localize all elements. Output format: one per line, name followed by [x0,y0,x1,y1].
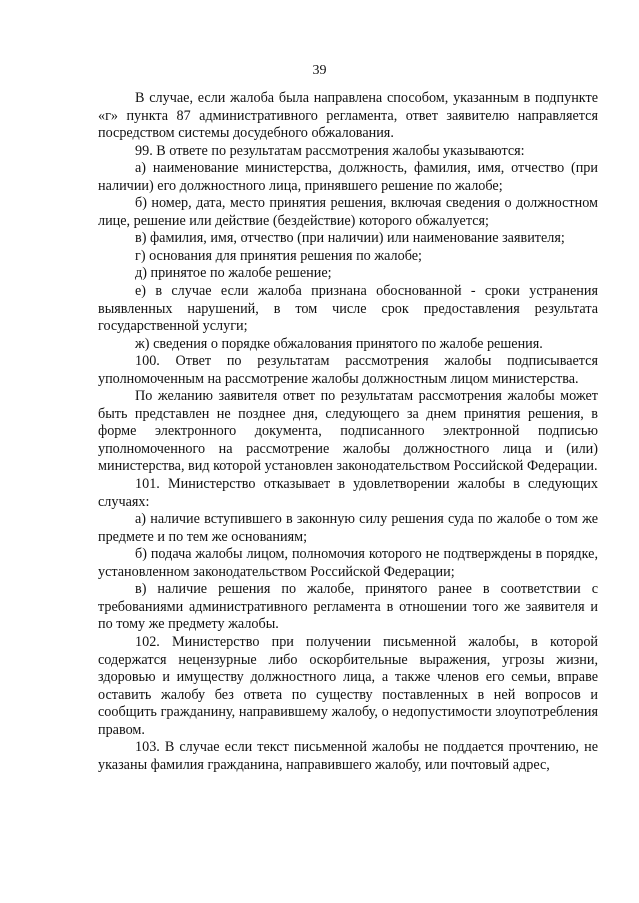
paragraph-100: 100. Ответ по результатам рассмотрения жалобы подписывается уполномоченным на рассмотрение жалобы должностным лицом министерства. [98,353,598,387]
paragraph-99-b: б) номер, дата, место принятия решения, включая сведения о должностном лице, решение или действие (бездействие) которого обжалуется; [98,195,598,229]
paragraph-99-v: в) фамилия, имя, отчество (при наличии) или наименование заявителя; [135,230,565,247]
paragraph-99-a: а) наименование министерства, должность, фамилия, имя, отчество (при наличии) его должностного лица, принявшего решение по жалобе; [98,160,598,194]
page-number: 39 [312,63,327,78]
paragraph-100-electronic: По желанию заявителя ответ по результатам рассмотрения жалобы может быть представлен не позднее дня, следующего за днем принятия решения, в форме электронного документа, подписанного электронной подписью уполномоченного на рассмотрение жалобы должностного лица и (или) министерства, вид которой установлен законодательством Российской Федерации. [98,388,598,475]
paragraph-101-v: в) наличие решения по жалобе, принятого ранее в соответствии с требованиями административного регламента в отношении того же заявителя и по тому же предмету жалобы. [98,581,598,633]
paragraph-101: 101. Министерство отказывает в удовлетворении жалобы в следующих случаях: [98,476,598,510]
paragraph-101-b: б) подача жалобы лицом, полномочия которого не подтверждены в порядке, установленном законодательством Российской Федерации; [98,546,598,580]
document-body [98,90,598,774]
paragraph-99: 99. В ответе по результатам рассмотрения жалобы указываются: [135,142,525,159]
paragraph-101-a: а) наличие вступившего в законную силу решения суда по жалобе о том же предмете и по тем же основаниям; [98,511,598,545]
paragraph-99-g: г) основания для принятия решения по жалобе; [135,247,422,264]
paragraph-99-zh: ж) сведения о порядке обжалования принятого по жалобе решения. [135,335,543,352]
paragraph-response-via-system: В случае, если жалоба была направлена способом, указанным в подпункте «г» пункта 87 административного регламента, ответ заявителю направляется посредством системы досудебного обжалования. [98,90,598,142]
paragraph-103: 103. В случае если текст письменной жалобы не поддается прочтению, не указаны фамилия гражданина, направившего жалобу, или почтовый адрес, [98,739,598,773]
paragraph-102: 102. Министерство при получении письменной жалобы, в которой содержатся нецензурные либо оскорбительные выражения, угрозы жизни, здоровью и имуществу должностного лица, а также членов его семьи, вправе оставить жалобу без ответа по существу поставленных в ней вопросов и сообщить гражданину, направившему жалобу, о недопустимости злоупотребления правом. [98,633,598,738]
paragraph-99-e: е) в случае если жалоба признана обоснованной - сроки устранения выявленных нарушений, в том числе срок предоставления результата государственной услуги; [98,283,598,335]
paragraph-99-d: д) принятое по жалобе решение; [135,265,332,282]
